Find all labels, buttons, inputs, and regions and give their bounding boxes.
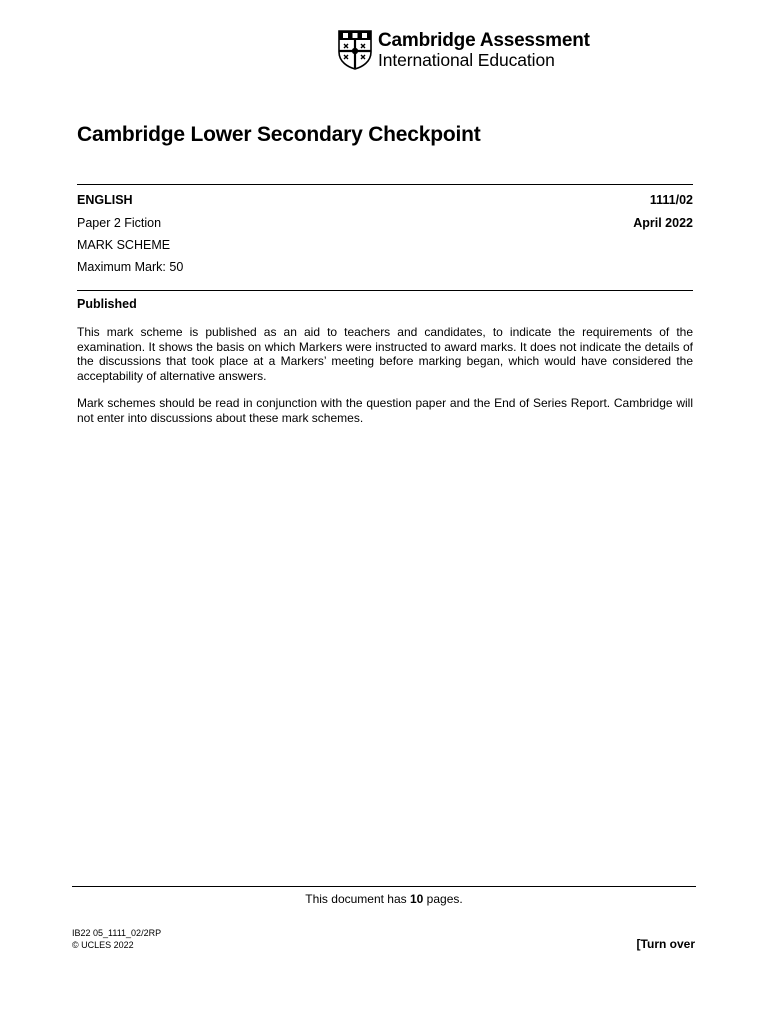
page-count-prefix: This document has (305, 892, 410, 906)
page-count: 10 (409, 892, 424, 906)
document-title: Cambridge Lower Secondary Checkpoint (77, 123, 481, 146)
paper-name: Paper 2 Fiction (77, 216, 162, 230)
logo-line-1: Cambridge Assessment (378, 30, 590, 51)
paragraph-purpose: This mark scheme is published as an aid to teachers and candidates, to indicate the requirements of the examination. It shows the basis on which Markers were instructed to award marks. It does not indicate the details of the discussions that took place at a Markers’ meeting before marking began, which would have considered the acceptability of alternative answers. (77, 325, 693, 383)
paper-code: 1111/02 (649, 193, 693, 207)
paragraph-conjunction: Mark schemes should be read in conjunction with the question paper and the End of Series Report. Cambridge will not enter into discussions about these mark schemes. (77, 396, 693, 425)
document-type: MARK SCHEME (77, 238, 171, 252)
divider-middle (77, 290, 693, 291)
cambridge-logo (338, 30, 588, 70)
copyright: © UCLES 2022 (72, 940, 134, 950)
subject-label: ENGLISH (77, 193, 133, 207)
page-count-note (0, 892, 768, 906)
published-heading: Published (77, 297, 137, 311)
exam-session: April 2022 (633, 216, 693, 230)
cambridge-crest-icon (338, 30, 372, 70)
logo-line-2: International Education (378, 50, 555, 70)
maximum-mark: Maximum Mark: 50 (77, 260, 184, 274)
divider-top (77, 184, 693, 185)
page-count-suffix: pages. (423, 892, 463, 906)
turn-over-label: [Turn over (636, 937, 695, 951)
divider-footer (72, 886, 696, 887)
reference-code: IB22 05_1111_02/2RP (72, 928, 162, 938)
